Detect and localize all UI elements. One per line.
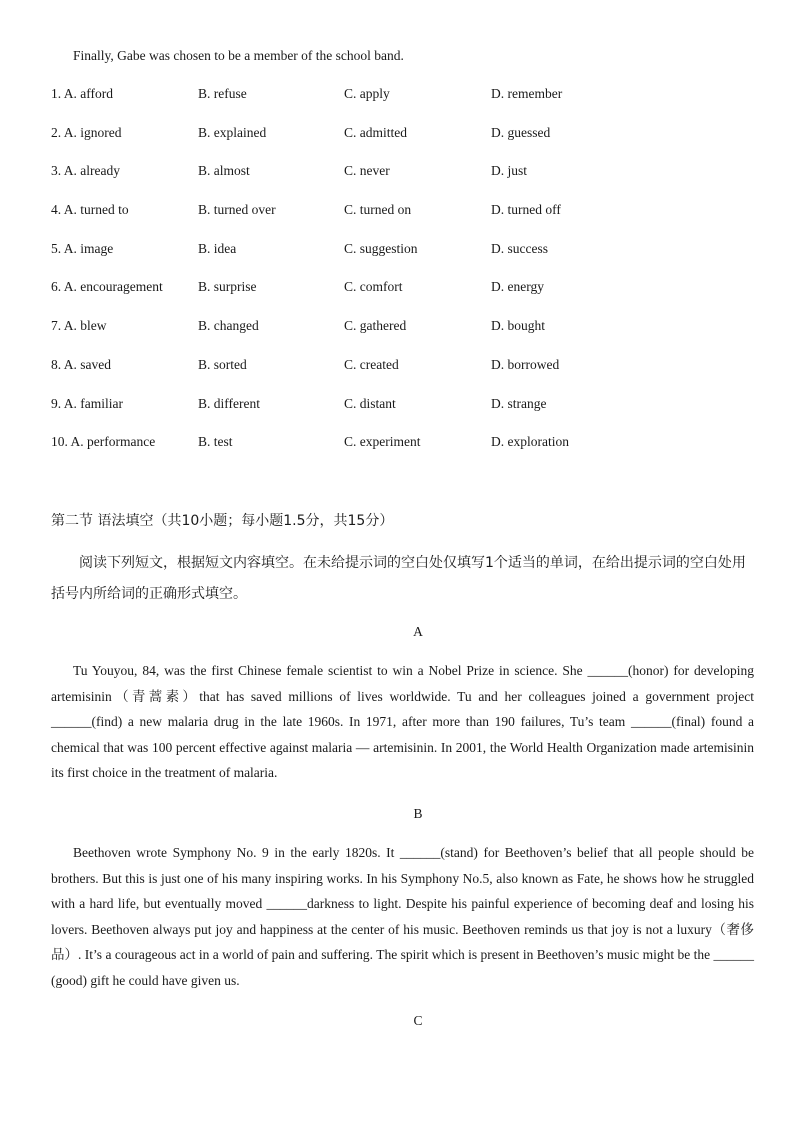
option-d: D. energy	[491, 279, 544, 295]
option-d: D. remember	[491, 86, 563, 101]
option-c: C. admitted	[344, 124, 407, 140]
option-b: B. changed	[198, 318, 259, 334]
question-6-options	[51, 279, 751, 318]
passage-c-label: C	[413, 1013, 423, 1028]
option-a: 2. A. ignored	[51, 124, 122, 140]
option-a: 5. A. image	[51, 240, 114, 256]
option-b: B. idea	[198, 240, 237, 256]
intro-line: Finally, Gabe was chosen to be a member of the school band.	[73, 48, 404, 63]
question-2-options	[51, 125, 751, 164]
option-c: C. never	[344, 163, 390, 179]
option-b: B. sorted	[198, 356, 247, 372]
option-a: 4. A. turned to	[51, 202, 129, 218]
option-c: C. created	[344, 356, 399, 372]
passage-b-text: Beethoven wrote Symphony No. 9 in the early 1820s. It ______(stand) for Beethoven’s belief that all people should be brothers. But this is just one of his many inspiring works. In his Symphony No.5, also known as Fate, he shows how he struggled with a hard life, but eventually moved ______darkness to light. Despite his painful experience of becoming deaf and losing his lovers. Beethoven always put joy and happiness at the center of his music. Beethoven reminds us that joy is not a luxury（奢侈品）. It’s a courageous act in a world of pain and suffering. The spirit which is present in Beethoven’s music might be the ______ (good) gift he could have given us.	[51, 845, 754, 988]
option-a: 1. A. afford	[51, 86, 113, 101]
option-b: B. test	[198, 434, 233, 450]
question-9-options	[51, 396, 751, 435]
option-b: B. explained	[198, 124, 267, 140]
question-3-options	[51, 163, 751, 202]
option-c: C. gathered	[344, 318, 407, 334]
question-10-options	[51, 434, 751, 473]
passage-a-label: A	[413, 624, 423, 639]
option-d: D. bought	[491, 318, 545, 334]
question-4-options	[51, 202, 751, 241]
option-c: C. apply	[344, 86, 390, 101]
question-7-options	[51, 318, 751, 357]
option-b: B. turned over	[198, 202, 276, 218]
option-c: C. experiment	[344, 434, 421, 450]
question-1-options	[51, 86, 751, 125]
option-c: C. comfort	[344, 279, 403, 295]
option-c: C. distant	[344, 395, 396, 411]
option-b: B. surprise	[198, 279, 257, 295]
option-d: D. guessed	[491, 124, 551, 140]
option-d: D. exploration	[491, 434, 569, 450]
passage-b-label: B	[413, 806, 423, 821]
option-a: 8. A. saved	[51, 356, 111, 372]
question-5-options	[51, 241, 751, 280]
option-c: C. turned on	[344, 202, 412, 218]
option-d: D. borrowed	[491, 356, 560, 372]
option-a: 9. A. familiar	[51, 395, 123, 411]
option-d: D. just	[491, 163, 528, 179]
options-list	[51, 86, 751, 473]
option-a: 10. A. performance	[51, 434, 156, 450]
option-d: D. strange	[491, 395, 547, 411]
section-title: 第二节 语法填空（共10小题；每小题1.5分，共15分）	[51, 513, 394, 529]
option-b: B. refuse	[198, 86, 247, 101]
option-c: C. suggestion	[344, 240, 418, 256]
instructions: 阅读下列短文，根据短文内容填空。在未给提示词的空白处仅填写1个适当的单词，在给出提示词的空白处用括号内所给词的正确形式填空。	[51, 555, 746, 602]
option-d: D. success	[491, 240, 548, 256]
option-b: B. almost	[198, 163, 250, 179]
option-d: D. turned off	[491, 202, 561, 218]
option-a: 7. A. blew	[51, 318, 107, 334]
question-8-options	[51, 357, 751, 396]
passage-a-text: Tu Youyou, 84, was the first Chinese female scientist to win a Nobel Prize in science. She ______(honor) for developing artemisinin（青蒿素）that has saved millions of lives worldwide. Tu and her colleagues joined a government project ______(find) a new malaria drug in the late 1960s. In 1971, after more than 190 failures, Tu’s team ______(final) found a chemical that was 100 percent effective against malaria — artemisinin. In 2001, the World Health Organization made artemisinin its first choice in the treatment of malaria.	[51, 663, 754, 780]
option-a: 3. A. already	[51, 163, 120, 179]
option-b: B. different	[198, 395, 260, 411]
option-a: 6. A. encouragement	[51, 279, 163, 295]
